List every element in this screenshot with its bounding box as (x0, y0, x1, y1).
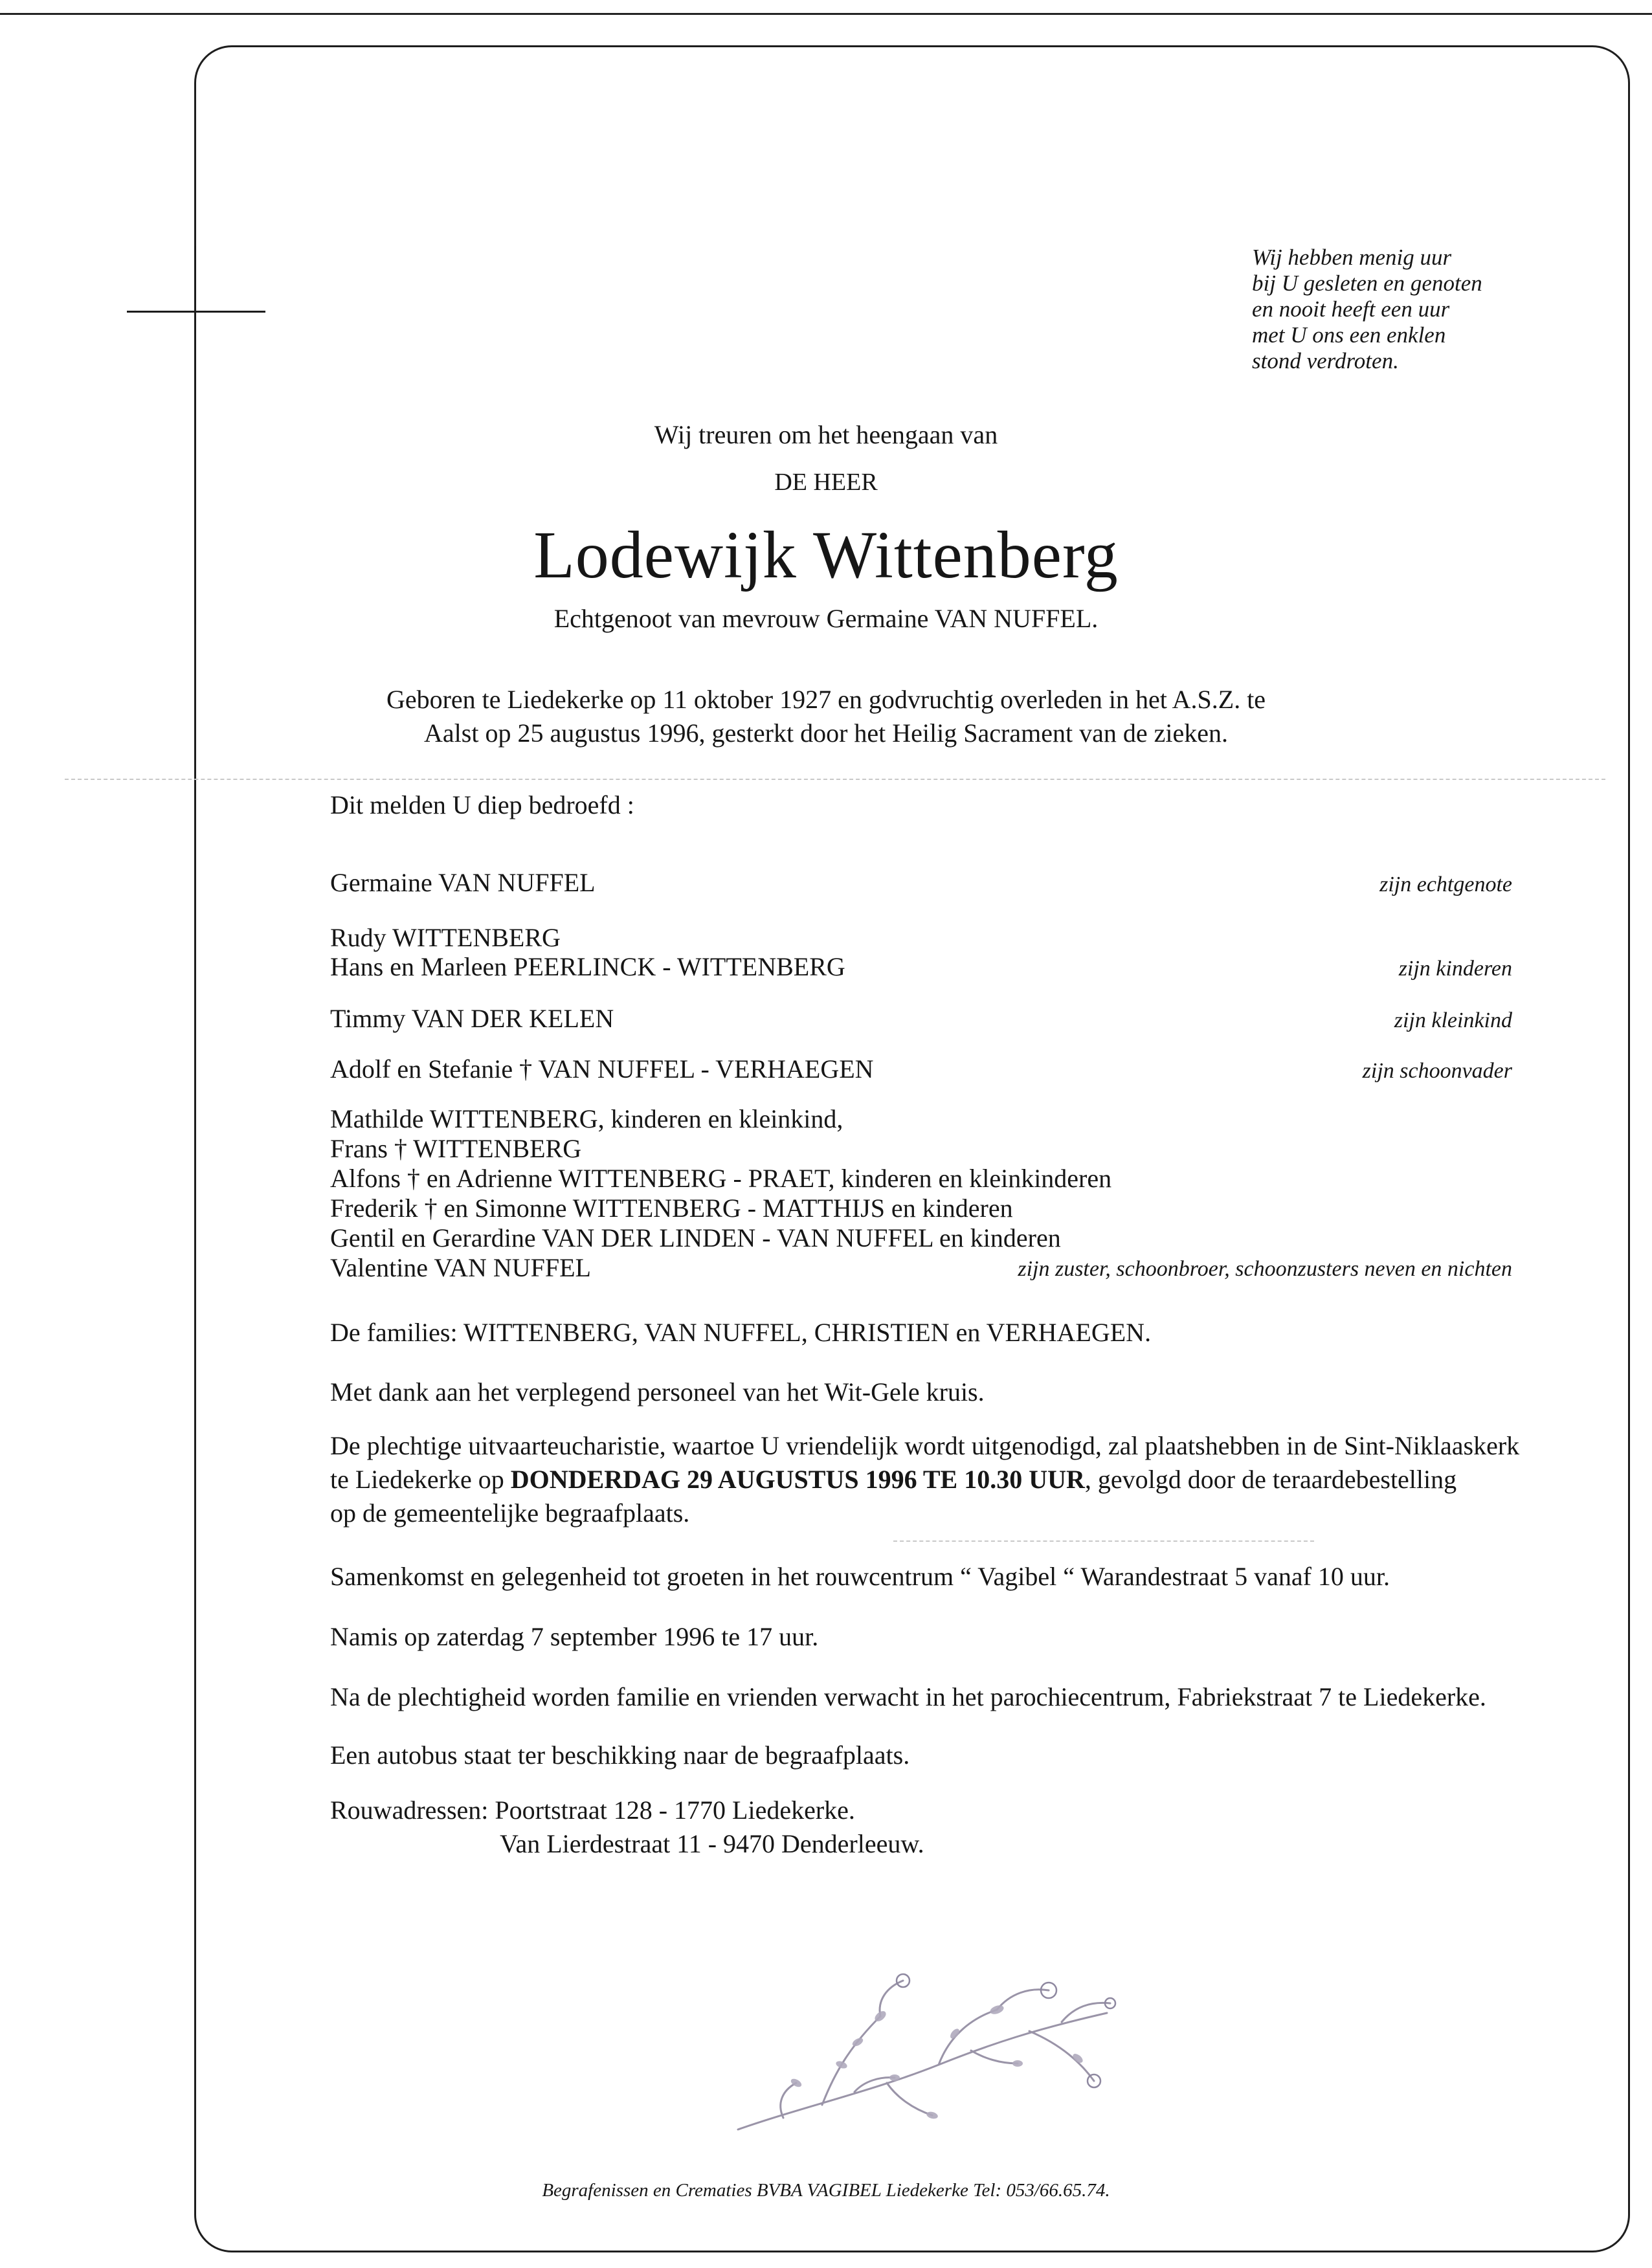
siblings-list (330, 1104, 1111, 1283)
top-edge-line (0, 13, 1652, 15)
cross-icon-horizontal (127, 311, 265, 313)
bus-line: Een autobus staat ter beschikking naar de begraafplaats. (330, 1740, 910, 1770)
birth-line-2: Aalst op 25 augustus 1996, gesterkt door het Heilig Sacrament van de zieken. (424, 718, 1228, 748)
honorific: DE HEER (774, 469, 878, 496)
fold-line (893, 1540, 1314, 1542)
gathering-line: Samenkomst en gelegenheid tot groeten in het rouwcentrum “ Vagibel “ Warandestraat 5 vanaf 10 uur. (330, 1562, 1390, 1591)
address-line-1: Rouwadressen: Poortstraat 128 - 1770 Liedekerke. (330, 1796, 855, 1825)
ceremony-line-1: De plechtige uitvaarteucharistie, waartoe U vriendelijk wordt uitgenodigd, zal plaatshebben in de Sint-Niklaaskerk (330, 1431, 1520, 1460)
poem-line: bij U gesleten en genoten (1252, 271, 1482, 296)
poem-line: Wij hebben menig uur (1252, 245, 1452, 270)
ceremony-line-2 (330, 1463, 1547, 1496)
siblings-role: zijn zuster, schoonbroer, schoonzusters neven en nichten (1018, 1257, 1512, 1281)
reception-line: Na de plechtigheid worden familie en vrienden verwacht in het parochiecentrum, Fabriekstraat 7 te Liedekerke. (330, 1682, 1486, 1711)
birth-death-paragraph (0, 683, 1652, 750)
announcement: Dit melden U diep bedroefd : (330, 790, 634, 819)
spouse-role: zijn echtgenote (1379, 873, 1512, 896)
floral-ornament-icon (725, 1968, 1126, 2149)
list-item: Frederik † en Simonne WITTENBERG - MATTHIJS en kinderen (330, 1194, 1013, 1223)
thanks-line: Met dank aan het verplegend personeel van het Wit-Gele kruis. (330, 1377, 985, 1406)
grandchild-name: Timmy VAN DER KELEN (330, 1004, 614, 1033)
deceased-name: Lodewijk Wittenberg (533, 518, 1119, 592)
poem-line: en nooit heeft een uur (1252, 296, 1450, 322)
ceremony-line-2-suffix: , gevolgd door de teraardebestelling (1084, 1465, 1457, 1494)
fold-line (65, 779, 1605, 780)
child-name: Rudy WITTENBERG (330, 923, 561, 952)
grandchild-role: zijn kleinkind (1394, 1008, 1512, 1032)
inlaws-name: Adolf en Stefanie † VAN NUFFEL - VERHAEGEN (330, 1054, 874, 1084)
poem-line: met U ons een enklen (1252, 322, 1446, 348)
ceremony-date-time: DONDERDAG 29 AUGUSTUS 1996 TE 10.30 UUR (510, 1465, 1085, 1494)
addresses (330, 1794, 924, 1861)
list-item: Frans † WITTENBERG (330, 1134, 582, 1163)
children-role: zijn kinderen (1398, 957, 1512, 981)
mass-line: Namis op zaterdag 7 september 1996 te 17 uur. (330, 1622, 819, 1651)
spouse-line: Echtgenoot van mevrouw Germaine VAN NUFFEL. (553, 604, 1099, 633)
list-item: Valentine VAN NUFFEL (330, 1253, 591, 1282)
ceremony-paragraph (330, 1429, 1547, 1530)
families-line: De families: WITTENBERG, VAN NUFFEL, CHRISTIEN en VERHAEGEN. (330, 1318, 1152, 1347)
ceremony-line-2-prefix: te Liedekerke op (330, 1465, 511, 1494)
spouse-name: Germaine VAN NUFFEL (330, 868, 596, 897)
list-item: Gentil en Gerardine VAN DER LINDEN - VAN NUFFEL en kinderen (330, 1223, 1061, 1252)
ceremony-line-3: op de gemeentelijke begraafplaats. (330, 1498, 690, 1528)
list-item: Alfons † en Adrienne WITTENBERG - PRAET, kinderen en kleinkinderen (330, 1164, 1112, 1193)
poem-line: stond verdroten. (1252, 348, 1399, 373)
child-name: Hans en Marleen PEERLINCK - WITTENBERG (330, 952, 845, 981)
inlaws-role: zijn schoonvader (1362, 1059, 1512, 1083)
birth-line-1: Geboren te Liedekerke op 11 oktober 1927 en godvruchtig overleden in het A.S.Z. te (386, 685, 1266, 714)
intro-line: Wij treuren om het heengaan van (654, 420, 998, 449)
address-line-2: Van Lierdestraat 11 - 9470 Denderleeuw. (500, 1829, 924, 1858)
footer-undertaker: Begrafenissen en Crematies BVBA VAGIBEL Liedekerke Tel: 053/66.65.74. (542, 2180, 1110, 2201)
list-item: Mathilde WITTENBERG, kinderen en kleinkind, (330, 1104, 843, 1133)
poem (1252, 245, 1482, 374)
